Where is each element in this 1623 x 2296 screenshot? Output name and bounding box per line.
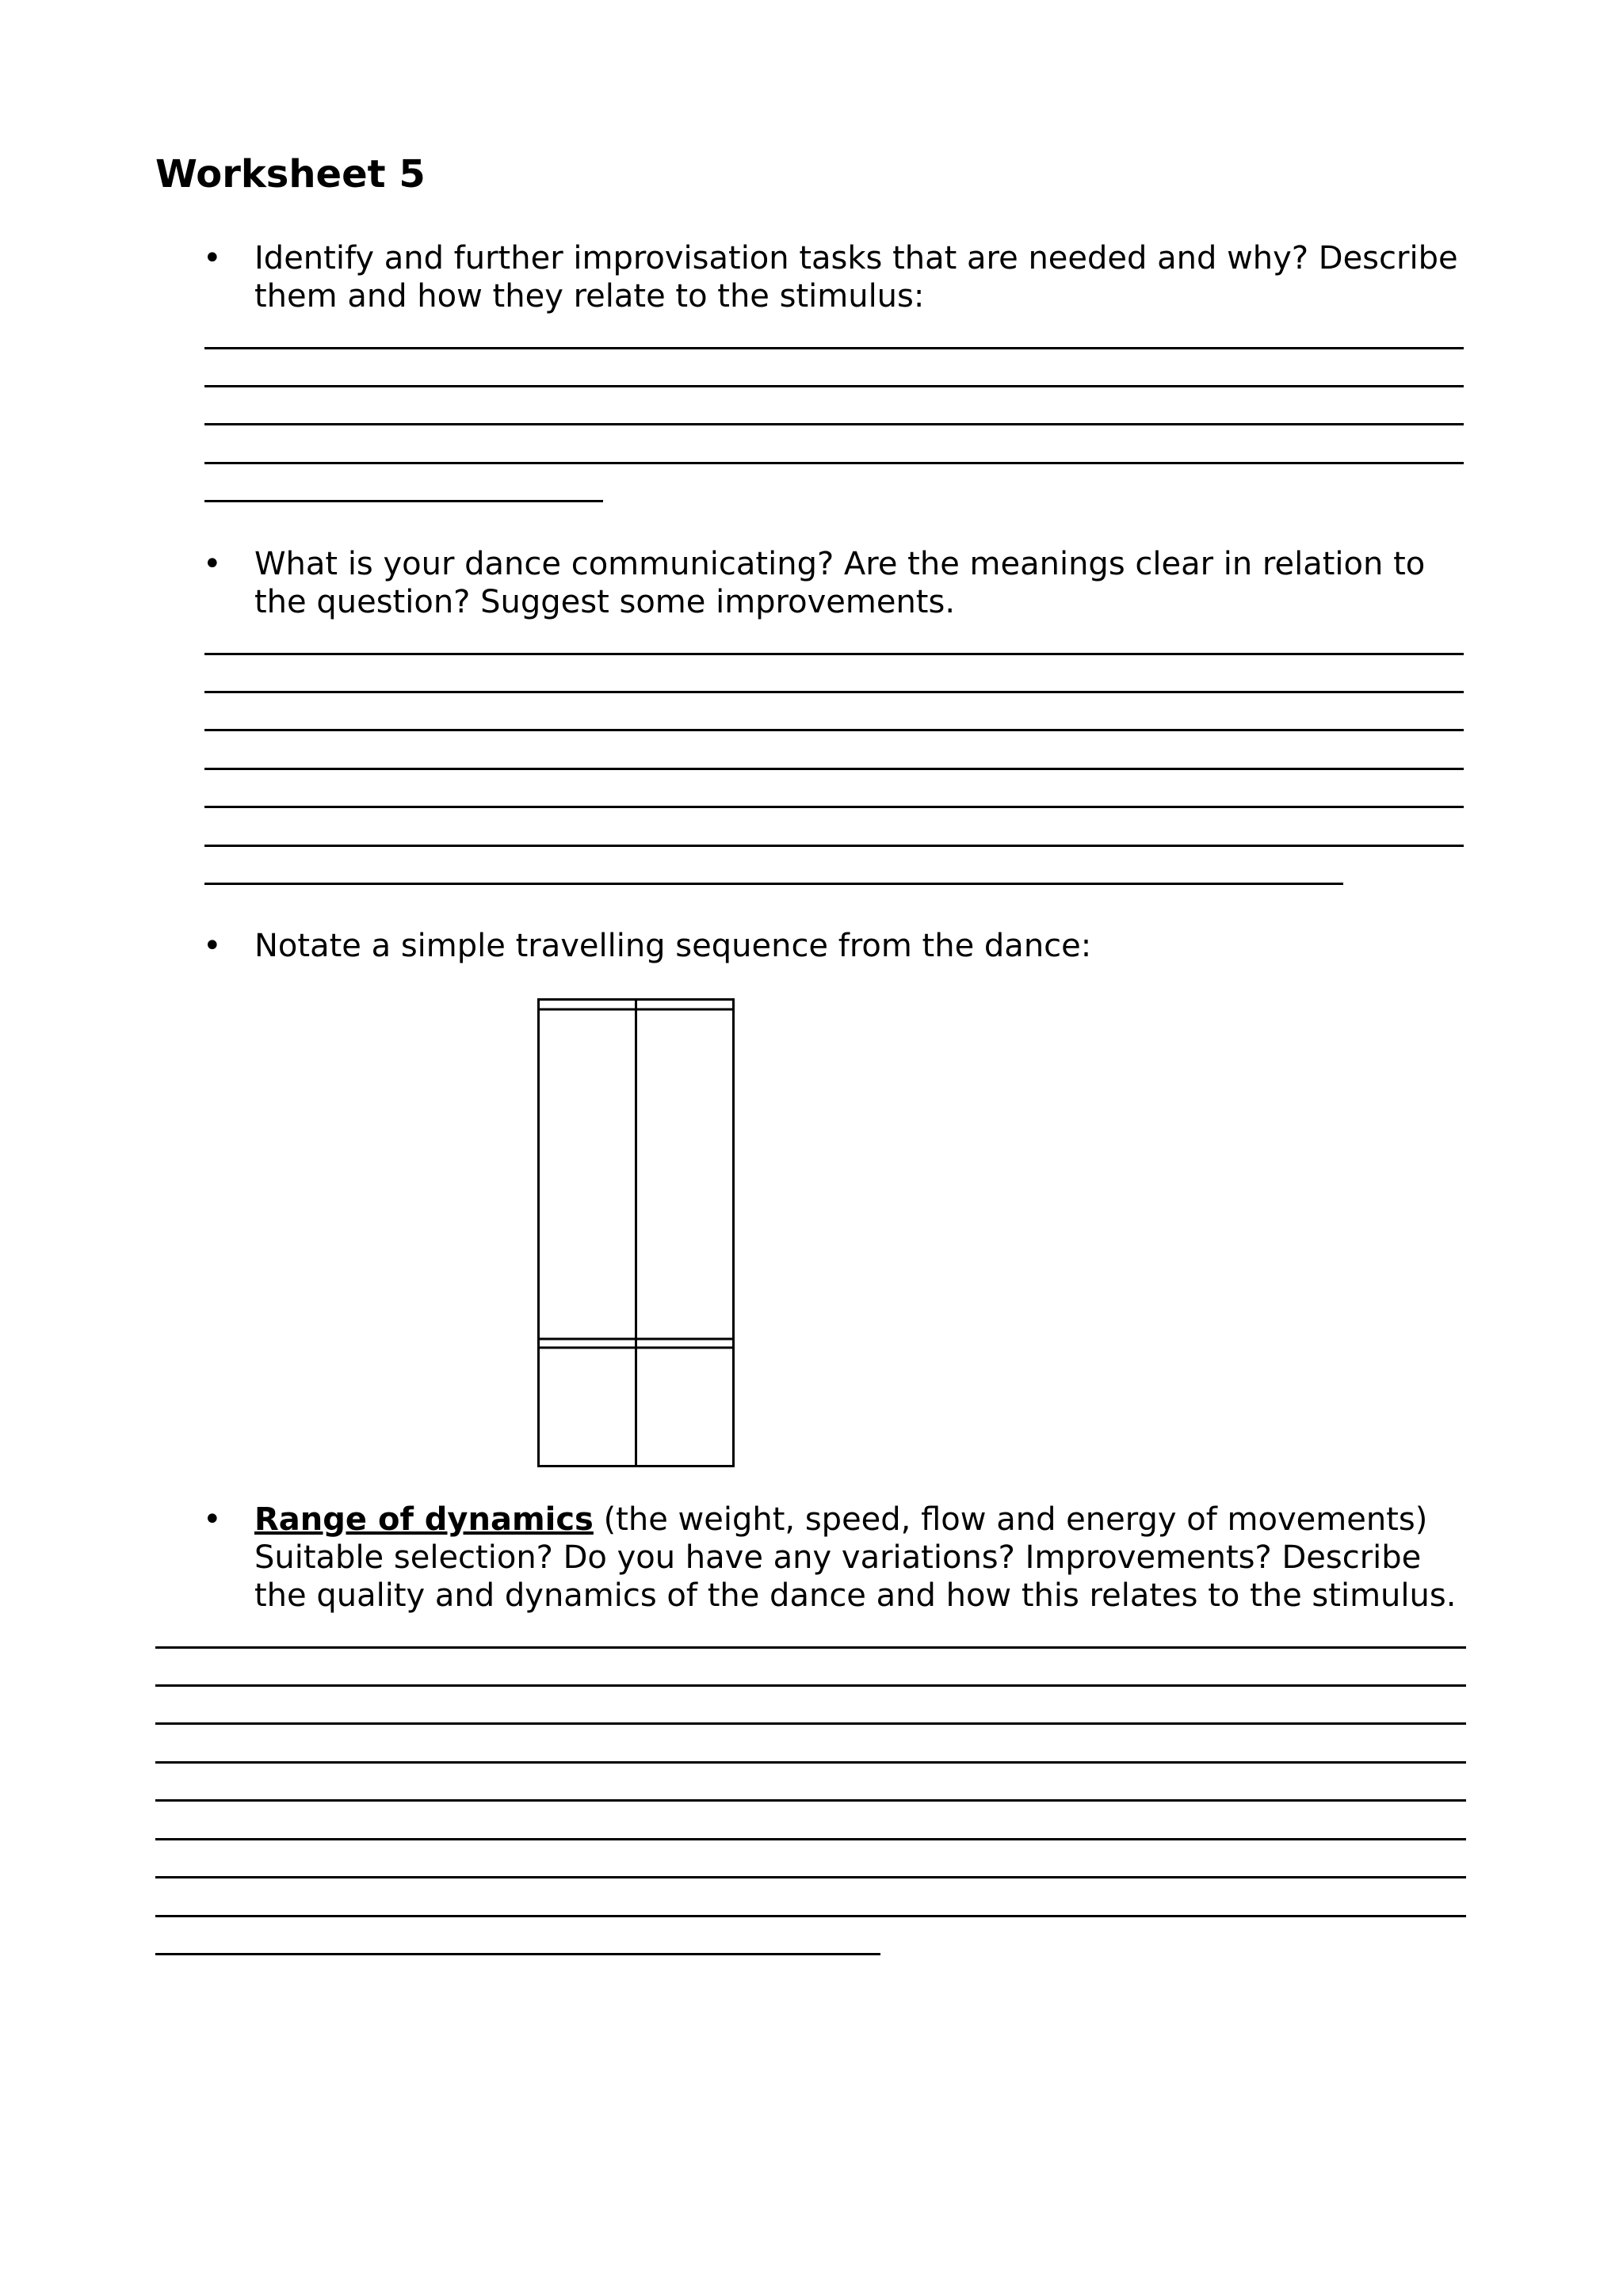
answer-line[interactable] [155, 1646, 1466, 1649]
answer-line[interactable] [204, 423, 1464, 425]
bullet-icon: • [203, 928, 222, 964]
answer-line[interactable] [155, 1953, 880, 1955]
question-3 [203, 927, 1471, 965]
question-4-text [254, 1501, 1471, 1615]
range-of-dynamics-heading: Range of dynamics [254, 1501, 594, 1538]
answer-line[interactable] [204, 845, 1464, 847]
question-4 [203, 1501, 1471, 1615]
answer-line[interactable] [155, 1838, 1466, 1840]
answer-line[interactable] [204, 347, 1464, 349]
bullet-icon: • [203, 1501, 222, 1538]
answer-line[interactable] [155, 1722, 1466, 1725]
question-1 [203, 239, 1471, 315]
question-2-text: What is your dance communicating? Are the meanings clear in relation to the question? Suggest some improvements. [254, 546, 1426, 620]
answer-line[interactable] [155, 1876, 1466, 1878]
answer-line[interactable] [155, 1799, 1466, 1802]
answer-line[interactable] [204, 729, 1464, 731]
page-title: Worksheet 5 [155, 152, 426, 196]
answer-line[interactable] [204, 883, 1343, 885]
answer-line[interactable] [155, 1915, 1466, 1917]
bullet-icon: • [203, 240, 222, 277]
answer-line[interactable] [204, 806, 1464, 808]
answer-line[interactable] [204, 691, 1464, 693]
answer-line[interactable] [204, 462, 1464, 464]
answer-line[interactable] [204, 768, 1464, 770]
question-1-text: Identify and further improvisation tasks that are needed and why? Describe them and how they relate to the stimulus: [254, 240, 1458, 315]
answer-line[interactable] [155, 1761, 1466, 1764]
question-4-body: (the weight, speed, flow and energy of movements) Suitable selection? Do you have any variations? Improvements? Describe the quality and dynamics of the dance and how this relates to the stimulus. [254, 1501, 1457, 1614]
answer-line[interactable] [155, 1684, 1466, 1687]
bullet-icon: • [203, 546, 222, 582]
notation-staff[interactable] [537, 998, 735, 1467]
answer-line[interactable] [204, 653, 1464, 655]
answer-line[interactable] [204, 500, 603, 502]
question-2 [203, 545, 1471, 621]
question-3-text: Notate a simple travelling sequence from the dance: [254, 928, 1092, 964]
answer-line[interactable] [204, 385, 1464, 387]
